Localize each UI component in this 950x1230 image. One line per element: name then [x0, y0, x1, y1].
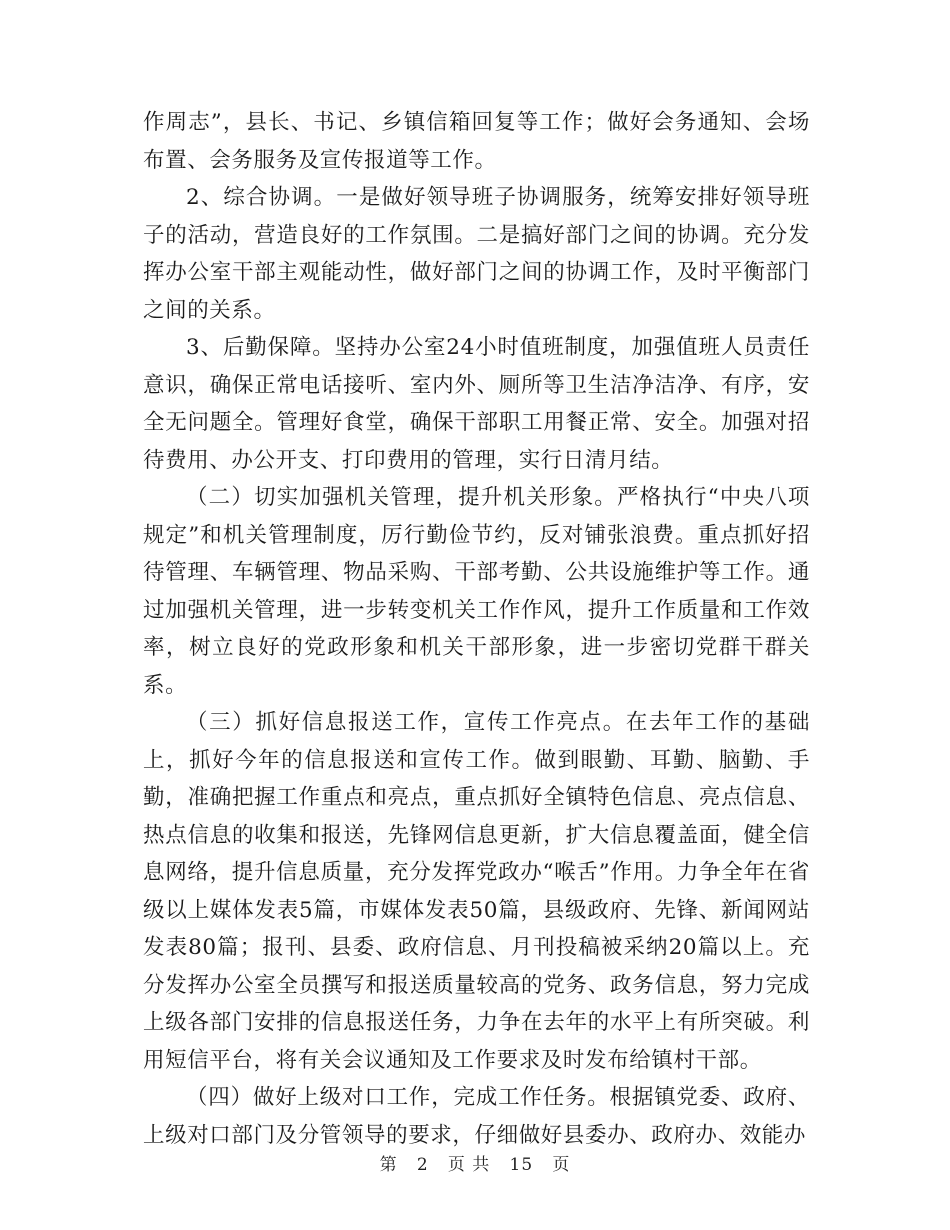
page-footer: [0, 1150, 950, 1175]
footer-suffix: 页: [552, 1155, 571, 1175]
paragraph-logistics: 3、后勤保障。坚持办公室24小时值班制度，加强值班人员责任意识，确保正常电话接听、室内外、厕所等卫生洁净洁净、有序，安全无问题全。管理好食堂，确保干部职工用餐正常、安全。加强对招待费用、办公开支、打印费用的管理，实行日清月结。: [143, 335, 810, 473]
paragraph-counterpart: （四）做好上级对口工作，完成工作任务。根据镇党委、政府、上级对口部门及分管领导的要求，仔细做好县委办、政府办、效能办: [143, 1085, 810, 1148]
paragraph-information: （三）抓好信息报送工作，宣传工作亮点。在去年工作的基础上，抓好今年的信息报送和宣传工作。做到眼勤、耳勤、脑勤、手勤，准确把握工作重点和亮点，重点抓好全镇特色信息、亮点信息、热点信息的收集和报送，先锋网信息更新，扩大信息覆盖面，健全信息网络，提升信息质量，充分发挥党政办“喉舌”作用。力争全年在省级以上媒体发表5篇，市媒体发表50篇，县级政府、先锋、新闻网站发表80篇；报刊、县委、政府信息、月刊投稿被采纳20篇以上。充分发挥办公室全员撰写和报送质量较高的党务、政务信息，努力完成上级各部门安排的信息报送任务，力争在去年的水平上有所突破。利用短信平台，将有关会议通知及工作要求及时发布给镇村干部。: [143, 710, 810, 1073]
footer-prefix: 第: [379, 1155, 398, 1175]
paragraph-coordination: 2、综合协调。一是做好领导班子协调服务，统筹安排好领导班子的活动，营造良好的工作氛围。二是搞好部门之间的协调。充分发挥办公室干部主观能动性，做好部门之间的协调工作，及时平衡部门之间的关系。: [143, 185, 810, 323]
footer-middle: 页 共: [447, 1155, 491, 1175]
paragraph-management: （二）切实加强机关管理，提升机关形象。严格执行“中央八项规定”和机关管理制度，厉行勤俭节约，反对铺张浪费。重点抓好招待管理、车辆管理、物品采购、干部考勤、公共设施维护等工作。通过加强机关管理，进一步转变机关工作作风，提升工作质量和工作效率，树立良好的党政形象和机关干部形象，进一步密切党群干群关系。: [143, 485, 810, 698]
footer-current-page: 2: [416, 1155, 429, 1175]
document-body: [143, 104, 810, 1154]
paragraph-continuation: 作周志”，县长、书记、乡镇信箱回复等工作；做好会务通知、会场布置、会务服务及宣传报道等工作。: [143, 110, 810, 173]
footer-total-pages: 15: [509, 1155, 534, 1175]
